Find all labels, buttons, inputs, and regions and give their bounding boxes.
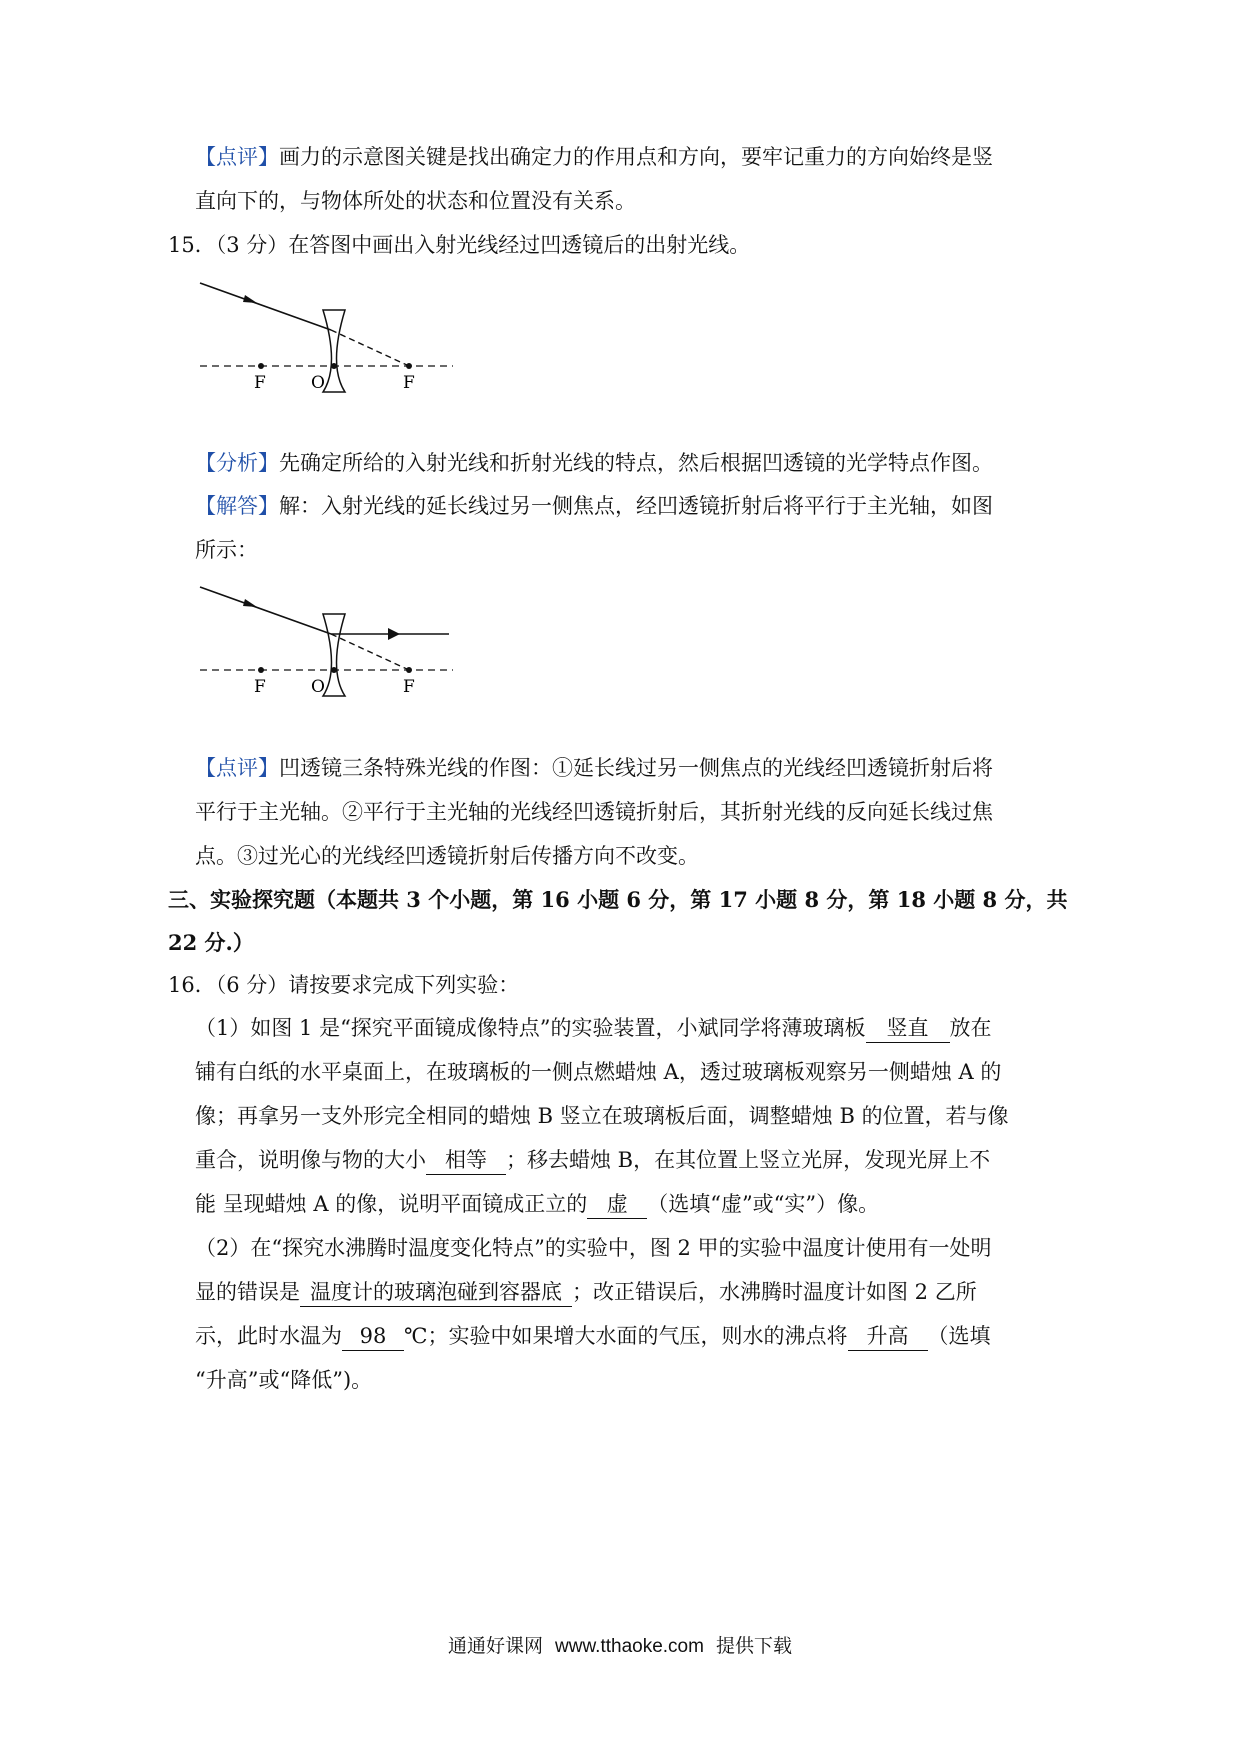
question-16-stem: 16．（6 分）请按要求完成下列实验： xyxy=(168,973,520,997)
analysis-tag: 【分析】 xyxy=(195,451,279,475)
question-text-line: 示，此时水温为 98 ℃；实验中如果增大水面的气压，则水的沸点将 升高 （选填 xyxy=(195,1321,991,1351)
answer-blank: 竖直 xyxy=(866,1014,950,1043)
comment-tag: 【点评】 xyxy=(195,756,279,780)
section-heading: 三、实验探究题（本题共 3 个小题，第 16 小题 6 分，第 17 小题 8 分，第 18 小题 8 分，共 xyxy=(168,887,1068,912)
comment-tag: 【点评】 xyxy=(195,145,279,169)
answer-blank: 相等 xyxy=(426,1146,506,1175)
question-text-line: （1）如图 1 是“探究平面镜成像特点”的实验装置，小斌同学将薄玻璃板 竖直 放在 xyxy=(195,1013,992,1043)
optical-center-label: O xyxy=(311,677,325,697)
answer-line: 【解答】解：入射光线的延长线过另一侧焦点，经凹透镜折射后将平行于主光轴，如图 xyxy=(195,494,993,518)
focus-label-left: F xyxy=(254,677,266,697)
question-15-stem: 15．（3 分）在答图中画出入射光线经过凹透镜后的出射光线。 xyxy=(168,233,751,257)
comment-line: 直向下的，与物体所处的状态和位置没有关系。 xyxy=(195,189,636,213)
question-text-line: 重合，说明像与物的大小 相等 ；移去蜡烛 B，在其位置上竖立光屏，发现光屏上不 xyxy=(195,1145,990,1175)
question-text-line: （2）在“探究水沸腾时温度变化特点”的实验中，图 2 甲的实验中温度计使用有一处明 xyxy=(195,1236,992,1260)
optical-center-label: O xyxy=(311,373,325,393)
comment-line: 【点评】凹透镜三条特殊光线的作图：①延长线过另一侧焦点的光线经凹透镜折射后将 xyxy=(195,756,993,780)
answer-line: 所示： xyxy=(195,538,258,562)
question-text-line: 显的错误是 温度计的玻璃泡碰到容器底 ；改正错误后，水沸腾时温度计如图 2 乙所 xyxy=(195,1277,977,1307)
question-text-line: “升高”或“降低”)。 xyxy=(195,1368,373,1392)
question-text-line: 像；再拿另一支外形完全相同的蜡烛 B 竖立在玻璃板后面，调整蜡烛 B 的位置，若与像 xyxy=(195,1104,1009,1128)
focus-label-right: F xyxy=(403,373,415,393)
footer-url: www.tthaoke.com xyxy=(555,1636,704,1657)
focus-label-left: F xyxy=(254,373,266,393)
question-text-line: 能 呈现蜡烛 A 的像，说明平面镜成正立的 虚 （选填“虚”或“实”）像。 xyxy=(195,1189,879,1219)
focus-label-right: F xyxy=(403,677,415,697)
concave-lens-question-figure xyxy=(195,278,465,398)
concave-lens-answer-figure xyxy=(195,582,465,702)
answer-blank: 虚 xyxy=(587,1190,647,1219)
footer-note: 提供下载 xyxy=(715,1636,792,1657)
footer-site-name: 通通好课网 xyxy=(448,1636,544,1657)
analysis-line: 【分析】先确定所给的入射光线和折射光线的特点，然后根据凹透镜的光学特点作图。 xyxy=(195,451,993,475)
comment-line: 【点评】画力的示意图关键是找出确定力的作用点和方向，要牢记重力的方向始终是竖 xyxy=(195,145,993,169)
page-footer xyxy=(0,1631,1240,1658)
section-heading: 22 分.） xyxy=(168,930,254,955)
answer-blank: 98 xyxy=(342,1322,404,1351)
answer-tag: 【解答】 xyxy=(195,494,279,518)
comment-line: 点。③过光心的光线经凹透镜折射后传播方向不改变。 xyxy=(195,844,699,868)
question-text-line: 铺有白纸的水平桌面上，在玻璃板的一侧点燃蜡烛 A，透过玻璃板观察另一侧蜡烛 A 的 xyxy=(195,1060,1002,1084)
answer-blank: 升高 xyxy=(848,1322,928,1351)
comment-line: 平行于主光轴。②平行于主光轴的光线经凹透镜折射后，其折射光线的反向延长线过焦 xyxy=(195,800,993,824)
answer-blank: 温度计的玻璃泡碰到容器底 xyxy=(300,1278,572,1307)
